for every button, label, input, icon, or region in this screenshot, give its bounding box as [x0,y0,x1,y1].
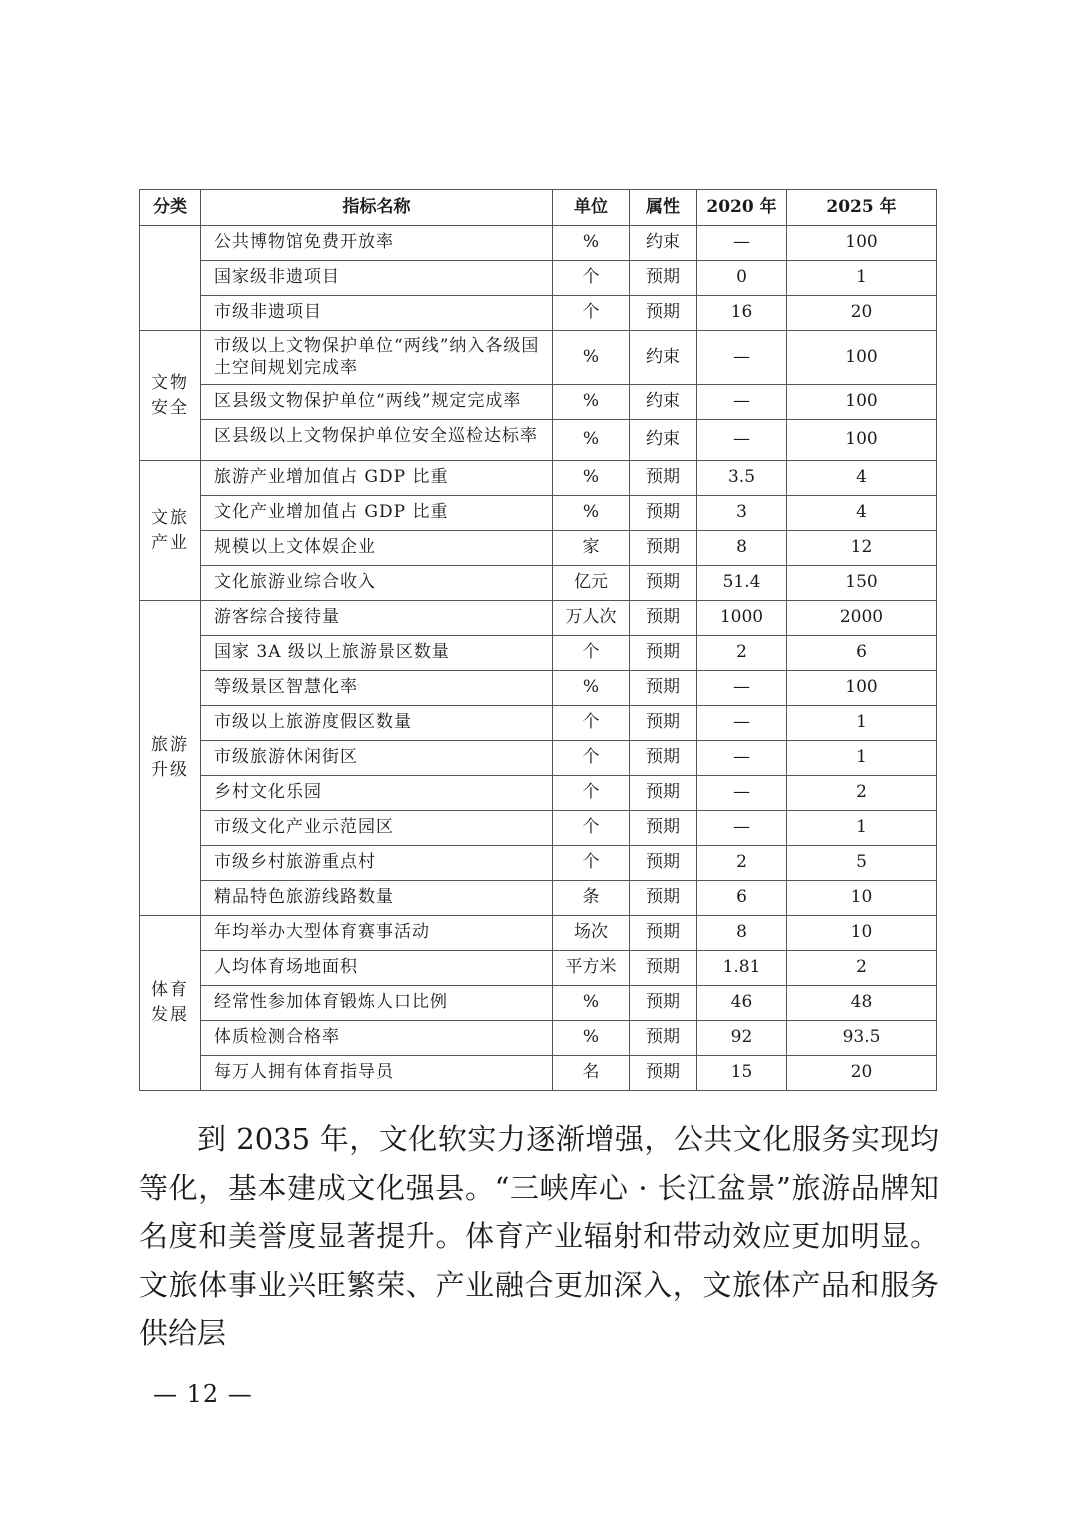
table-row [140,331,937,385]
table-row [140,951,937,986]
indicator-name-cell: 市级文化产业示范园区 [201,811,553,846]
value-2025-cell: 100 [787,331,937,385]
table-row [140,636,937,671]
attribute-cell: 预期 [630,776,697,811]
unit-cell: % [553,986,630,1021]
value-2025-cell: 10 [787,881,937,916]
table-row [140,601,937,636]
value-2025-cell: 2 [787,776,937,811]
value-2020-cell: 51.4 [697,566,787,601]
attribute-cell: 预期 [630,881,697,916]
unit-cell: 名 [553,1056,630,1091]
value-2025-cell: 1 [787,741,937,776]
unit-cell: % [553,385,630,420]
value-2025-cell: 2000 [787,601,937,636]
attribute-cell: 预期 [630,1056,697,1091]
value-2020-cell: — [697,811,787,846]
category-cell: 文物安全 [140,331,201,461]
value-2025-cell: 150 [787,566,937,601]
header-category: 分类 [140,190,201,226]
body-paragraph [139,1115,939,1358]
attribute-cell: 约束 [630,331,697,385]
indicator-name-cell [201,420,553,461]
value-2020-cell: 2 [697,636,787,671]
value-2025-cell: 10 [787,916,937,951]
unit-cell: 个 [553,846,630,881]
indicator-name-cell: 市级以上旅游度假区数量 [201,706,553,741]
table-row [140,916,937,951]
page-number: — 12 — [153,1380,253,1408]
unit-cell: % [553,461,630,496]
unit-cell: 个 [553,261,630,296]
attribute-cell: 预期 [630,261,697,296]
table-row [140,496,937,531]
category-cell [140,226,201,331]
value-2025-cell: 20 [787,1056,937,1091]
value-2020-cell: 3 [697,496,787,531]
value-2020-cell: 1.81 [697,951,787,986]
indicator-name-cell: 区县级文物保护单位“两线”规定完成率 [201,385,553,420]
value-2025-cell: 4 [787,461,937,496]
value-2025-cell: 100 [787,420,937,461]
table-row [140,986,937,1021]
table-row [140,811,937,846]
value-2025-cell: 2 [787,951,937,986]
indicator-name-cell: 乡村文化乐园 [201,776,553,811]
value-2025-cell: 1 [787,261,937,296]
indicator-name-cell: 市级非遗项目 [201,296,553,331]
table-row [140,261,937,296]
attribute-cell: 预期 [630,986,697,1021]
value-2020-cell: 15 [697,1056,787,1091]
unit-cell: 亿元 [553,566,630,601]
indicator-name-cell: 公共博物馆免费开放率 [201,226,553,261]
value-2025-cell: 93.5 [787,1021,937,1056]
indicator-name-cell: 体质检测合格率 [201,1021,553,1056]
table-row [140,1056,937,1091]
value-2020-cell: 6 [697,881,787,916]
unit-cell: 个 [553,811,630,846]
unit-cell: % [553,496,630,531]
paragraph-text: 到 2035 年，文化软实力逐渐增强，公共文化服务实现均等化，基本建成文化强县。“三峡库心 · 长江盆景”旅游品牌知名度和美誉度显著提升。体育产业辐射和带动效应更加明显。文旅体事业兴旺繁荣、产业融合更加深入，文旅体产品和服务供给层 [139,1122,939,1350]
category-cell: 文旅产业 [140,461,201,601]
value-2025-cell: 100 [787,385,937,420]
value-2020-cell: — [697,385,787,420]
unit-cell: 个 [553,636,630,671]
value-2025-cell: 5 [787,846,937,881]
table-row [140,741,937,776]
indicator-table [139,189,937,1091]
attribute-cell: 预期 [630,951,697,986]
value-2020-cell: 8 [697,916,787,951]
value-2020-cell: — [697,226,787,261]
attribute-cell: 预期 [630,741,697,776]
indicator-name-cell: 市级乡村旅游重点村 [201,846,553,881]
attribute-cell: 预期 [630,496,697,531]
header-2020: 2020 年 [697,190,787,226]
value-2020-cell: 16 [697,296,787,331]
indicator-name-cell: 市级以上文物保护单位“两线”纳入各级国土空间规划完成率 [201,331,553,385]
value-2025-cell: 48 [787,986,937,1021]
header-indicator-name: 指标名称 [201,190,553,226]
unit-cell: 条 [553,881,630,916]
value-2020-cell: 92 [697,1021,787,1056]
table-row [140,671,937,706]
attribute-cell: 预期 [630,601,697,636]
unit-cell: % [553,226,630,261]
table-row [140,1021,937,1056]
header-2025: 2025 年 [787,190,937,226]
indicator-name-cell: 国家 3A 级以上旅游景区数量 [201,636,553,671]
indicator-name-cell: 规模以上文体娱企业 [201,531,553,566]
category-cell: 旅游升级 [140,601,201,916]
table-row [140,531,937,566]
value-2025-cell: 1 [787,706,937,741]
indicator-name-cell: 国家级非遗项目 [201,261,553,296]
indicator-name-cell: 游客综合接待量 [201,601,553,636]
indicator-name-cell: 旅游产业增加值占 GDP 比重 [201,461,553,496]
table-row [140,846,937,881]
unit-cell: 场次 [553,916,630,951]
value-2020-cell: 2 [697,846,787,881]
table-row [140,566,937,601]
indicator-name-cell: 年均举办大型体育赛事活动 [201,916,553,951]
table-row [140,776,937,811]
attribute-cell: 预期 [630,916,697,951]
indicator-name-cell: 市级旅游休闲街区 [201,741,553,776]
indicator-name-text: 区县级以上文物保护单位安全巡检达标率 [214,426,538,446]
table-row [140,461,937,496]
indicator-name-cell: 等级景区智慧化率 [201,671,553,706]
value-2025-cell: 100 [787,671,937,706]
unit-cell: 个 [553,296,630,331]
table-header-row [140,190,937,226]
value-2025-cell: 4 [787,496,937,531]
unit-cell: 家 [553,531,630,566]
attribute-cell: 预期 [630,671,697,706]
value-2020-cell: — [697,420,787,461]
value-2025-cell: 12 [787,531,937,566]
value-2025-cell: 6 [787,636,937,671]
table-row [140,226,937,261]
attribute-cell: 预期 [630,846,697,881]
table-row [140,296,937,331]
value-2020-cell: 0 [697,261,787,296]
value-2020-cell: — [697,776,787,811]
indicator-name-cell: 人均体育场地面积 [201,951,553,986]
table-body [140,226,937,1091]
header-unit: 单位 [553,190,630,226]
value-2025-cell: 1 [787,811,937,846]
value-2020-cell: 46 [697,986,787,1021]
unit-cell: 万人次 [553,601,630,636]
value-2020-cell: 1000 [697,601,787,636]
unit-cell: 平方米 [553,951,630,986]
attribute-cell: 预期 [630,296,697,331]
attribute-cell: 预期 [630,636,697,671]
table-row [140,420,937,461]
value-2025-cell: 20 [787,296,937,331]
indicator-name-cell: 精品特色旅游线路数量 [201,881,553,916]
unit-cell: 个 [553,741,630,776]
table-row [140,706,937,741]
unit-cell: 个 [553,706,630,741]
value-2020-cell: — [697,331,787,385]
attribute-cell: 预期 [630,1021,697,1056]
attribute-cell: 预期 [630,566,697,601]
value-2020-cell: 8 [697,531,787,566]
attribute-cell: 预期 [630,461,697,496]
unit-cell: 个 [553,776,630,811]
indicator-name-cell: 经常性参加体育锻炼人口比例 [201,986,553,1021]
attribute-cell: 约束 [630,226,697,261]
attribute-cell: 约束 [630,420,697,461]
unit-cell: % [553,1021,630,1056]
attribute-cell: 预期 [630,706,697,741]
category-cell: 体育发展 [140,916,201,1091]
header-attribute: 属性 [630,190,697,226]
table-row [140,881,937,916]
value-2020-cell: — [697,741,787,776]
value-2020-cell: — [697,671,787,706]
attribute-cell: 预期 [630,811,697,846]
indicator-name-cell: 文化旅游业综合收入 [201,566,553,601]
indicator-name-cell: 文化产业增加值占 GDP 比重 [201,496,553,531]
attribute-cell: 约束 [630,385,697,420]
value-2020-cell: — [697,706,787,741]
value-2025-cell: 100 [787,226,937,261]
value-2020-cell: 3.5 [697,461,787,496]
attribute-cell: 预期 [630,531,697,566]
table-row [140,385,937,420]
unit-cell: % [553,331,630,385]
unit-cell: % [553,420,630,461]
unit-cell: % [553,671,630,706]
indicator-name-cell: 每万人拥有体育指导员 [201,1056,553,1091]
